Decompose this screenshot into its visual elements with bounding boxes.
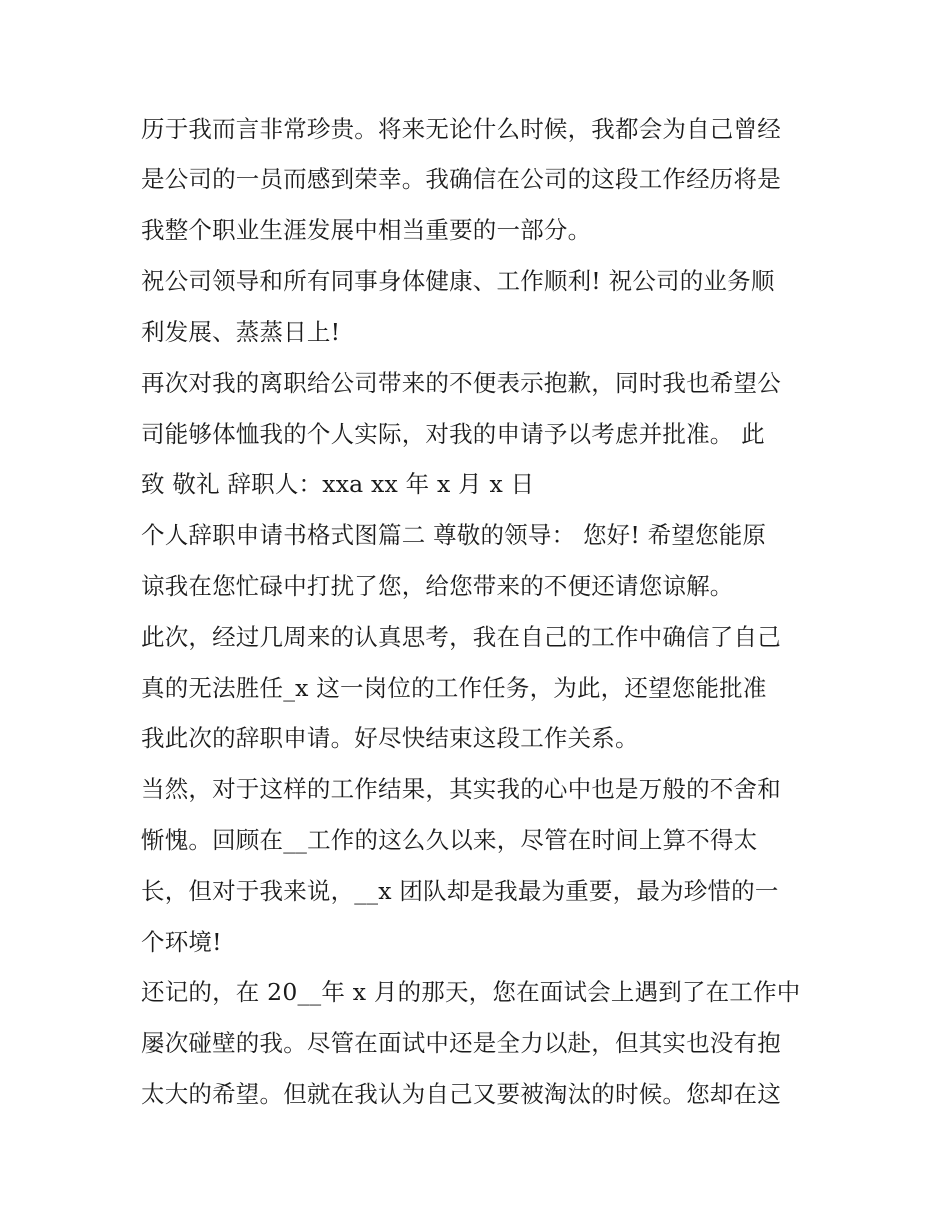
- text-line: 太大的希望。但就在我认为自己又要被淘汰的时候。您却在这: [141, 1080, 781, 1108]
- text-line: 历于我而言非常珍贵。将来无论什么时候，我都会为自己曾经: [141, 115, 781, 143]
- text-line: 我整个职业生涯发展中相当重要的一部分。: [141, 216, 592, 244]
- text-line: 利发展、蒸蒸日上!: [141, 318, 341, 346]
- text-line: 还记的，在 20__年 x 月的那天，您在面试会上遇到了在工作中: [141, 978, 801, 1006]
- text-line: 司能够体恤我的个人实际，对我的申请予以考虑并批准。 此: [141, 420, 765, 448]
- text-line: 屡次碰壁的我。尽管在面试中还是全力以赴，但其实也没有抱: [141, 1029, 781, 1057]
- text-line: 长，但对于我来说，__x 团队却是我最为重要，最为珍惜的一: [141, 877, 779, 905]
- text-line: 当然，对于这样的工作结果，其实我的心中也是万般的不舍和: [141, 775, 781, 803]
- text-line: 我此次的辞职申请。好尽快结束这段工作关系。: [141, 724, 639, 752]
- text-line: 个人辞职申请书格式图篇二 尊敬的领导： 您好! 希望您能原: [141, 521, 767, 549]
- text-line: 是公司的一员而感到荣幸。我确信在公司的这段工作经历将是: [141, 165, 781, 193]
- text-line: 惭愧。回顾在__工作的这么久以来，尽管在时间上算不得太: [141, 826, 758, 854]
- text-line: 个环境!: [141, 928, 222, 956]
- text-line: 此次，经过几周来的认真思考，我在自己的工作中确信了自己: [141, 623, 781, 651]
- text-line: 再次对我的离职给公司带来的不便表示抱歉，同时我也希望公: [141, 369, 781, 397]
- text-line: 致 敬礼 辞职人：xxa xx 年 x 月 x 日: [141, 470, 535, 498]
- text-line: 谅我在您忙碌中打扰了您，给您带来的不便还请您谅解。: [141, 572, 734, 600]
- text-line: 真的无法胜任_x 这一岗位的工作任务，为此，还望您能批准: [141, 674, 767, 702]
- text-line: 祝公司领导和所有同事身体健康、工作顺利! 祝公司的业务顺: [141, 267, 775, 295]
